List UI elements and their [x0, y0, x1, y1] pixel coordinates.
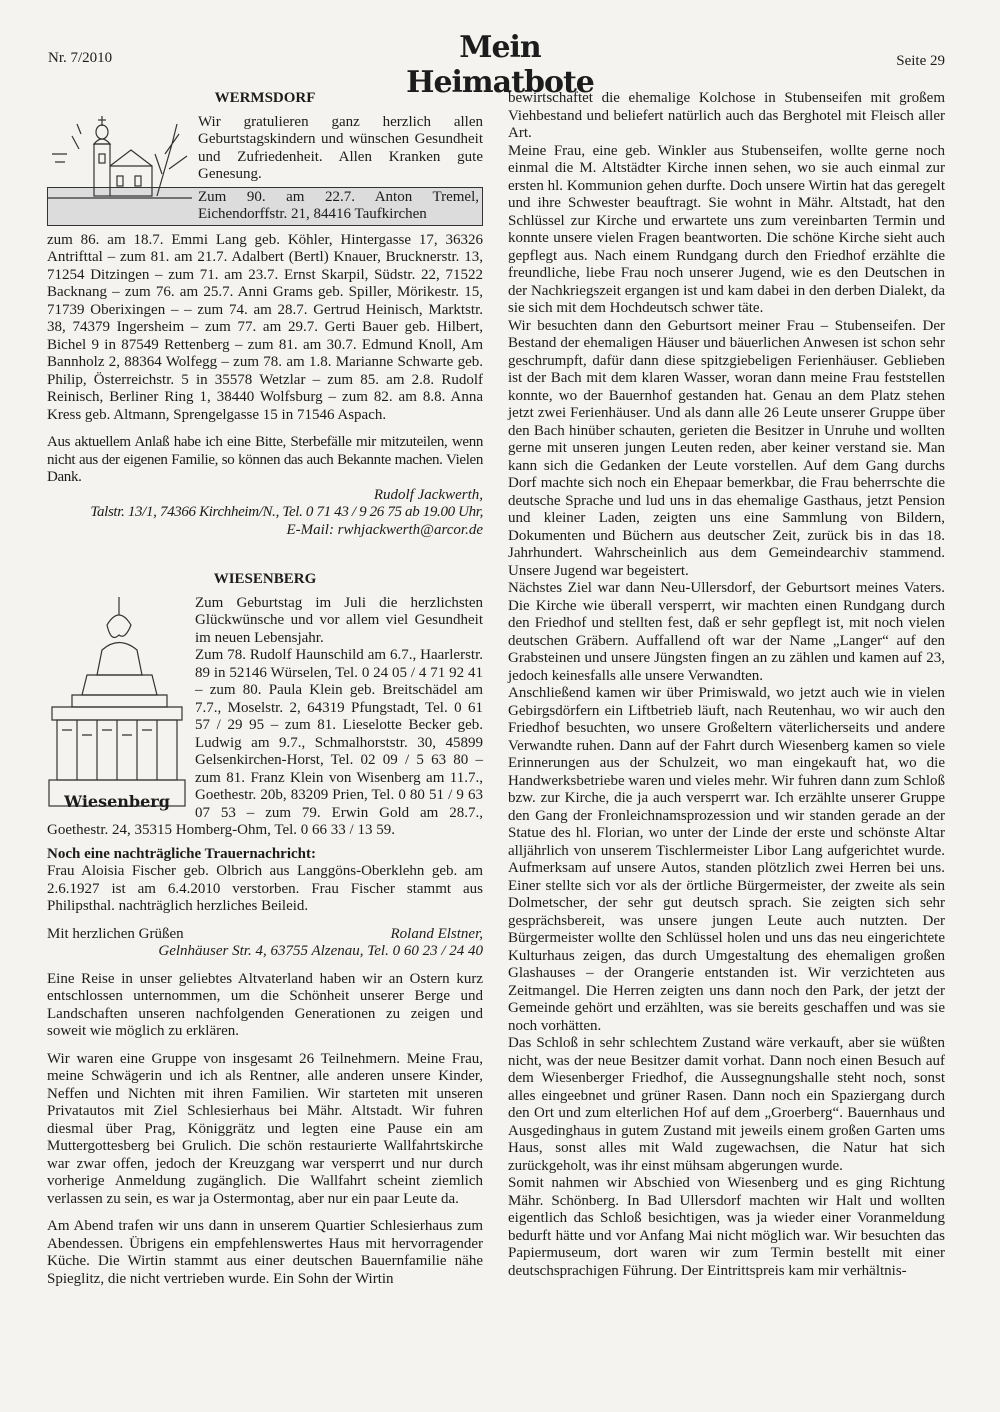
highlight-box: Zum 90. am 22.7. Anton Tremel, Eichendorffstr. 21, 84416 Taufkirchen	[47, 187, 483, 226]
wiesenberg-birthdays: Zum 78. Rudolf Haunschild am 6.7., Haarlerstr. 89 in 52146 Würselen, Tel. 0 24 05 / 4 71 92 41 – zum 80. Paula Klein geb. Breitschädel am 7.7., Moselstr. 2, 64319 Pfungstadt, Tel. 0 61 57 / 29 95 – zum 81. Lieselotte Becker geb. Ludwig am 9.7., Schmalhorststr. 30, 45899 Gelsenkirchen-Horst, Tel. 02 09 / 5 63 80 – zum 81. Franz Klein von Wisenberg am 11.7., Goethestr. 20b, 83209 Prien, Tel. 0 80 51 / 9 63 07 53 – zum 79. Erwin Gold am 28.7., Goethestr. 24, 35315 Homberg-Ohm, Tel. 0 66 33 / 13 59.	[47, 647, 483, 838]
greeting: Mit herzlichen Grüßen	[47, 925, 184, 942]
fountain-illustration	[47, 595, 187, 816]
wermsdorf-request: Aus aktuellem Anlaß habe ich eine Bitte, Sterbefälle mir mitzuteilen, wenn nicht aus der eigenen Familie, so können das auch Bekannte machen. Vielen Dank.	[47, 434, 483, 485]
wiesenberg-title: WIESENBERG	[213, 571, 317, 587]
mourning-title: Noch eine nachträgliche Trauernachricht:	[47, 845, 316, 862]
greeting-row	[47, 926, 483, 944]
wermsdorf-birthdays: zum 86. am 18.7. Emmi Lang geb. Köhler, Hintergasse 17, 36326 Antrifttal – zum 81. am 21.7. Adalbert (Bertl) Knauer, Brucknerstr. 13, 71254 Ditzingen – zum 71. am 23.7. Ernst Skarpil, Südstr. 22, 71522 Backnang – zum 76. am 25.7. Anni Grams geb. Spiller, Mörikestr. 15, 71739 Oberixingen – – zum 74. am 28.7. Gertrud Heinisch, Marktstr. 38, 74379 Ingersheim – zum 77. am 29.7. Gerti Bauer geb. Hilbert, Bichel 9 in 87549 Rettenberg – zum 81. am 30.7. Edmund Knoll, Am Bannholz 2, 88364 Wolfegg – zum 78. am 1.8. Marianne Schwarte geb. Philip, Österreichstr. 5 in 35578 Wetzlar – zum 85. am 2.8. Rudolf Reinisch, Berliner Ring 1, 38440 Wolfsburg – zum 82. am 8.8. Anna Kress geb. Altmann, Sprengelgasse 15 in 71546 Aspach.	[47, 231, 483, 423]
page-number: Seite 29	[896, 53, 945, 69]
signature-name: Roland Elstner,	[390, 925, 483, 942]
signature-address: Gelnhäuser Str. 4, 63755 Alzenau, Tel. 0 60 23 / 24 40	[158, 943, 483, 959]
issue-number: Nr. 7/2010	[48, 50, 113, 66]
travel-paragraph: Wir besuchten dann den Geburtsort meiner Frau – Stubenseifen. Der Bestand der ehemaligen Häuser und bäuerlichen Anwesen ist schon sehr geschrumpft, dafür dann diese spitzgiebeligen Ferienhäuser. Geblieben ist der Bach mit dem klaren Wasser, woran dann meine Frau feststellen konnte, wo der Bauernhof gestanden hat. Genau an dem Platz stehen jetzt zwei Ferienhäuser. Und als dann alle 26 Leute unserer Gruppe über den Bach hinüber schauten, gerieten die Besitzer in Unruhe und wollten gerne mit unseren jungen Leuten reden, aber keiner verstand sie. Man kann sich die Gedanken der Leute vorstellen. Auf dem Gang durchs Dorf machte sich noch ein Ehepaar bemerkbar, die Frau beherrschte die deutsche Sprache und lud uns in das ehemalige Gasthaus, jetzt Pension und kleiner Laden, zeigten uns eine Sammlung von Bildern, Dokumenten und Büchern aus deutscher Zeit, zurück bis in das 18. Jahrhundert. Wahrscheinlich aus dem Gemeindearchiv stammend. Unsere Jugend war begeistert.	[508, 317, 945, 579]
signature-email: E-Mail: rwhjackwerth@arcor.de	[286, 521, 483, 538]
travel-paragraph: Meine Frau, eine geb. Winkler aus Stubenseifen, wollte gerne noch einmal die M. Altstädter Kirche innen sehen, wo sie auch einmal zur ersten hl. Kommunion gehen durfte. Doch unsere Wirtin hat das geregelt und ihre Schwester beauftragt. Sie wohnt in Mähr. Altstadt, hat den Schlüssel zur Kirche und erwartete uns zum vereinbarten Termin und konnte unsere vielen Fragen beantworten. Die schöne Kirche sieht auch gepflegt aus. Nach einem Rundgang durch den Friedhof erzählte die freundliche, liebe Frau noch unserer Jugend, wie es den Deutschen in der Nachkriegszeit ergangen ist und kam dabei in den derben Dialekt, da sie sich mit dem Hochdeutsch schwer täte.	[508, 142, 945, 316]
travel-paragraph: bewirtschaftet die ehemalige Kolchose in Stubenseifen mit großem Viehbestand und beliefert natürlich auch das Berghotel mit Fleisch aller Art.	[508, 90, 945, 141]
travel-paragraph: Das Schloß in sehr schlechtem Zustand wäre verkauft, aber sie wüßten nicht, was der neue Besitzer damit vorhat. Dann noch einen Besuch auf dem Wiesenberger Friedhof, die Aussegnungshalle steht noch, sonst alles eingeebnet und grüner Rasen. Dann noch ein Spaziergang durch den Ort und zum elterlichen Hof auf dem „Groerberg“. Bauernhaus und Ausgedinghaus in gutem Zustand mit jeweils einem großen Garten ums Haus, sonst alles mit Wald zugewachsen, die Natur hat sich zurückgeholt, was ihr einst mühsam abgerungen wurde.	[508, 1035, 945, 1174]
travel-paragraph: Eine Reise in unser geliebtes Altvaterland haben wir an Ostern kurz entschlossen unternommen, um die Schönheit unserer Berge und Landschaften unseren nachfolgenden Generationen zu zeigen und soweit wie möglich zu erklären.	[47, 970, 483, 1039]
illustration-caption: Wiesenberg	[64, 792, 170, 811]
left-column	[47, 90, 483, 1288]
wermsdorf-title: WERMSDORF	[214, 90, 316, 106]
wiesenberg-intro: Zum Geburtstag im Juli die herzlichsten Glückwünsche und vor allem viel Gesundheit im neuen Lebensjahr.	[195, 594, 483, 646]
travel-paragraph: Am Abend trafen wir uns dann in unserem Quartier Schlesierhaus zum Abendessen. Übrigens ein empfehlenswertes Haus mit hervorragender Küche. Die Wirtin stammt aus einer deutschen Bauernfamilie nähe Spieglitz, die nicht vertrieben wurde. Ein Sohn der Wirtin	[47, 1218, 483, 1287]
mourning-text: Frau Aloisia Fischer geb. Olbrich aus Langgöns-Oberklehn geb. am 2.6.1927 ist am 6.4.2010 verstorben. Frau Fischer stammt aus Philipsthal. nachträglich herzliches Beileid.	[47, 863, 483, 914]
travel-paragraph: Nächstes Ziel war dann Neu-Ullersdorf, der Geburtsort meines Vaters. Die Kirche wie überall versperrt, wir machten einen Rundgang durch den Friedhof und stellten fest, daß er sehr gepflegt ist, mit noch vielen deutschen Gräbern. Auffallend oft war der Name „Langer“ auf den Grabsteinen und unsere Jüngsten fingen an zu zählen und kamen auf 23, jedoch keinesfalls alle unsere Verwandten.	[508, 580, 945, 684]
travel-paragraph: Wir waren eine Gruppe von insgesamt 26 Teilnehmern. Meine Frau, meine Schwägerin und ich als Rentner, alle anderen unsere Kinder, Neffen und Nichten mit ihren Familien. Wir starteten mit unseren Privatautos mit Ziel Schlesierhaus bei Mähr. Altstadt. Wir fuhren diesmal über Prag, Königgrätz und legten eine Pause ein am Muttergottesberg bei Grulich. Die schön restaurierte Wallfahrtskirche war zwar offen, jedoch der Kreuzgang war versperrt und nur durch vorherige Anmeldung zugänglich. Die Wallfahrt scheint ziemlich verlassen zu sein, es war ja Ostermontag, aber nur ein paar Leute da.	[47, 1050, 483, 1207]
signature-address: Talstr. 13/1, 74366 Kirchheim/N., Tel. 0 71 43 / 9 26 75 ab 19.00 Uhr,	[90, 504, 483, 520]
right-column	[508, 90, 945, 1280]
wermsdorf-intro: Wir gratulieren ganz herzlich allen Geburtstagskindern und wünschen Gesundheit und Zufriedenheit. Allen Kranken gute Genesung.	[198, 113, 483, 182]
church-illustration	[47, 114, 192, 214]
travel-paragraph: Anschließend kamen wir über Primiswald, wo jetzt auch wie in vielen Gebirgsdörfern ein Liftbetrieb läuft, nach Reutenhau, wo wir auch den Friedhof besuchten, wo unsere Großeltern väterlicherseits und andere Verwandte ruhen. Dann auf der Fahrt durch Wiesenberg kamen so viele Erinnerungen aus der Schulzeit, wo man eingekauft hat, wo die Handwerksbetriebe waren und vieles mehr. Wir fuhren dann zum Schloß bzw. zur Kirche, die ja auch versperrt war. Ich erzählte unserer Gruppe den Gang der Fronleichnamsprozession und wir standen gerade an der Statue des hl. Florian, wo unter der Linde der erste und schönste Altar alljährlich von unserem Tischlermeister Libor Lang aufgerichtet wurde. Aufmerksam auf unsere Autos, standen plötzlich zwei Herren bei uns. Einer stellte sich vor als der örtliche Bürgermeister, der zweite als sein Dolmetscher, der sehr gut deutsch sprach. Sie zeigten sich sehr gesprächsbereit, was unsere jungen Leute auch nutzten. Der Bürgermeister wollte den Schlüssel holen und uns das neu eingerichtete Kulturhaus zeigen, das durch Umgestaltung des ehemaligen großen Glashauses – der Orangerie entstanden ist. Wir verzichteten aus Zeitmangel. Die Herren zeigten uns dann noch den Park, der jetzt der Gemeinde gehört und erzählten, was sie bereits geschaffen und was sie noch vorhätten.	[508, 685, 945, 1034]
signature-name: Rudolf Jackwerth,	[373, 486, 483, 503]
travel-paragraph: Somit nahmen wir Abschied von Wiesenberg und es ging Richtung Mähr. Schönberg. In Bad Ullersdorf machten wir Halt und wollten eigentlich das Schloß besichtigen, was ja wieder einer Voranmeldung bedurft hätte und vor Anfang Mai nicht möglich war. Wir besuchten das Papiermuseum, dort waren wir zum Termin bestellt mit einer deutschsprachigen Führung. Der Eintrittspreis kam mir verhältnis-	[508, 1175, 945, 1279]
masthead-logo: Mein Heimatbote	[406, 30, 594, 100]
